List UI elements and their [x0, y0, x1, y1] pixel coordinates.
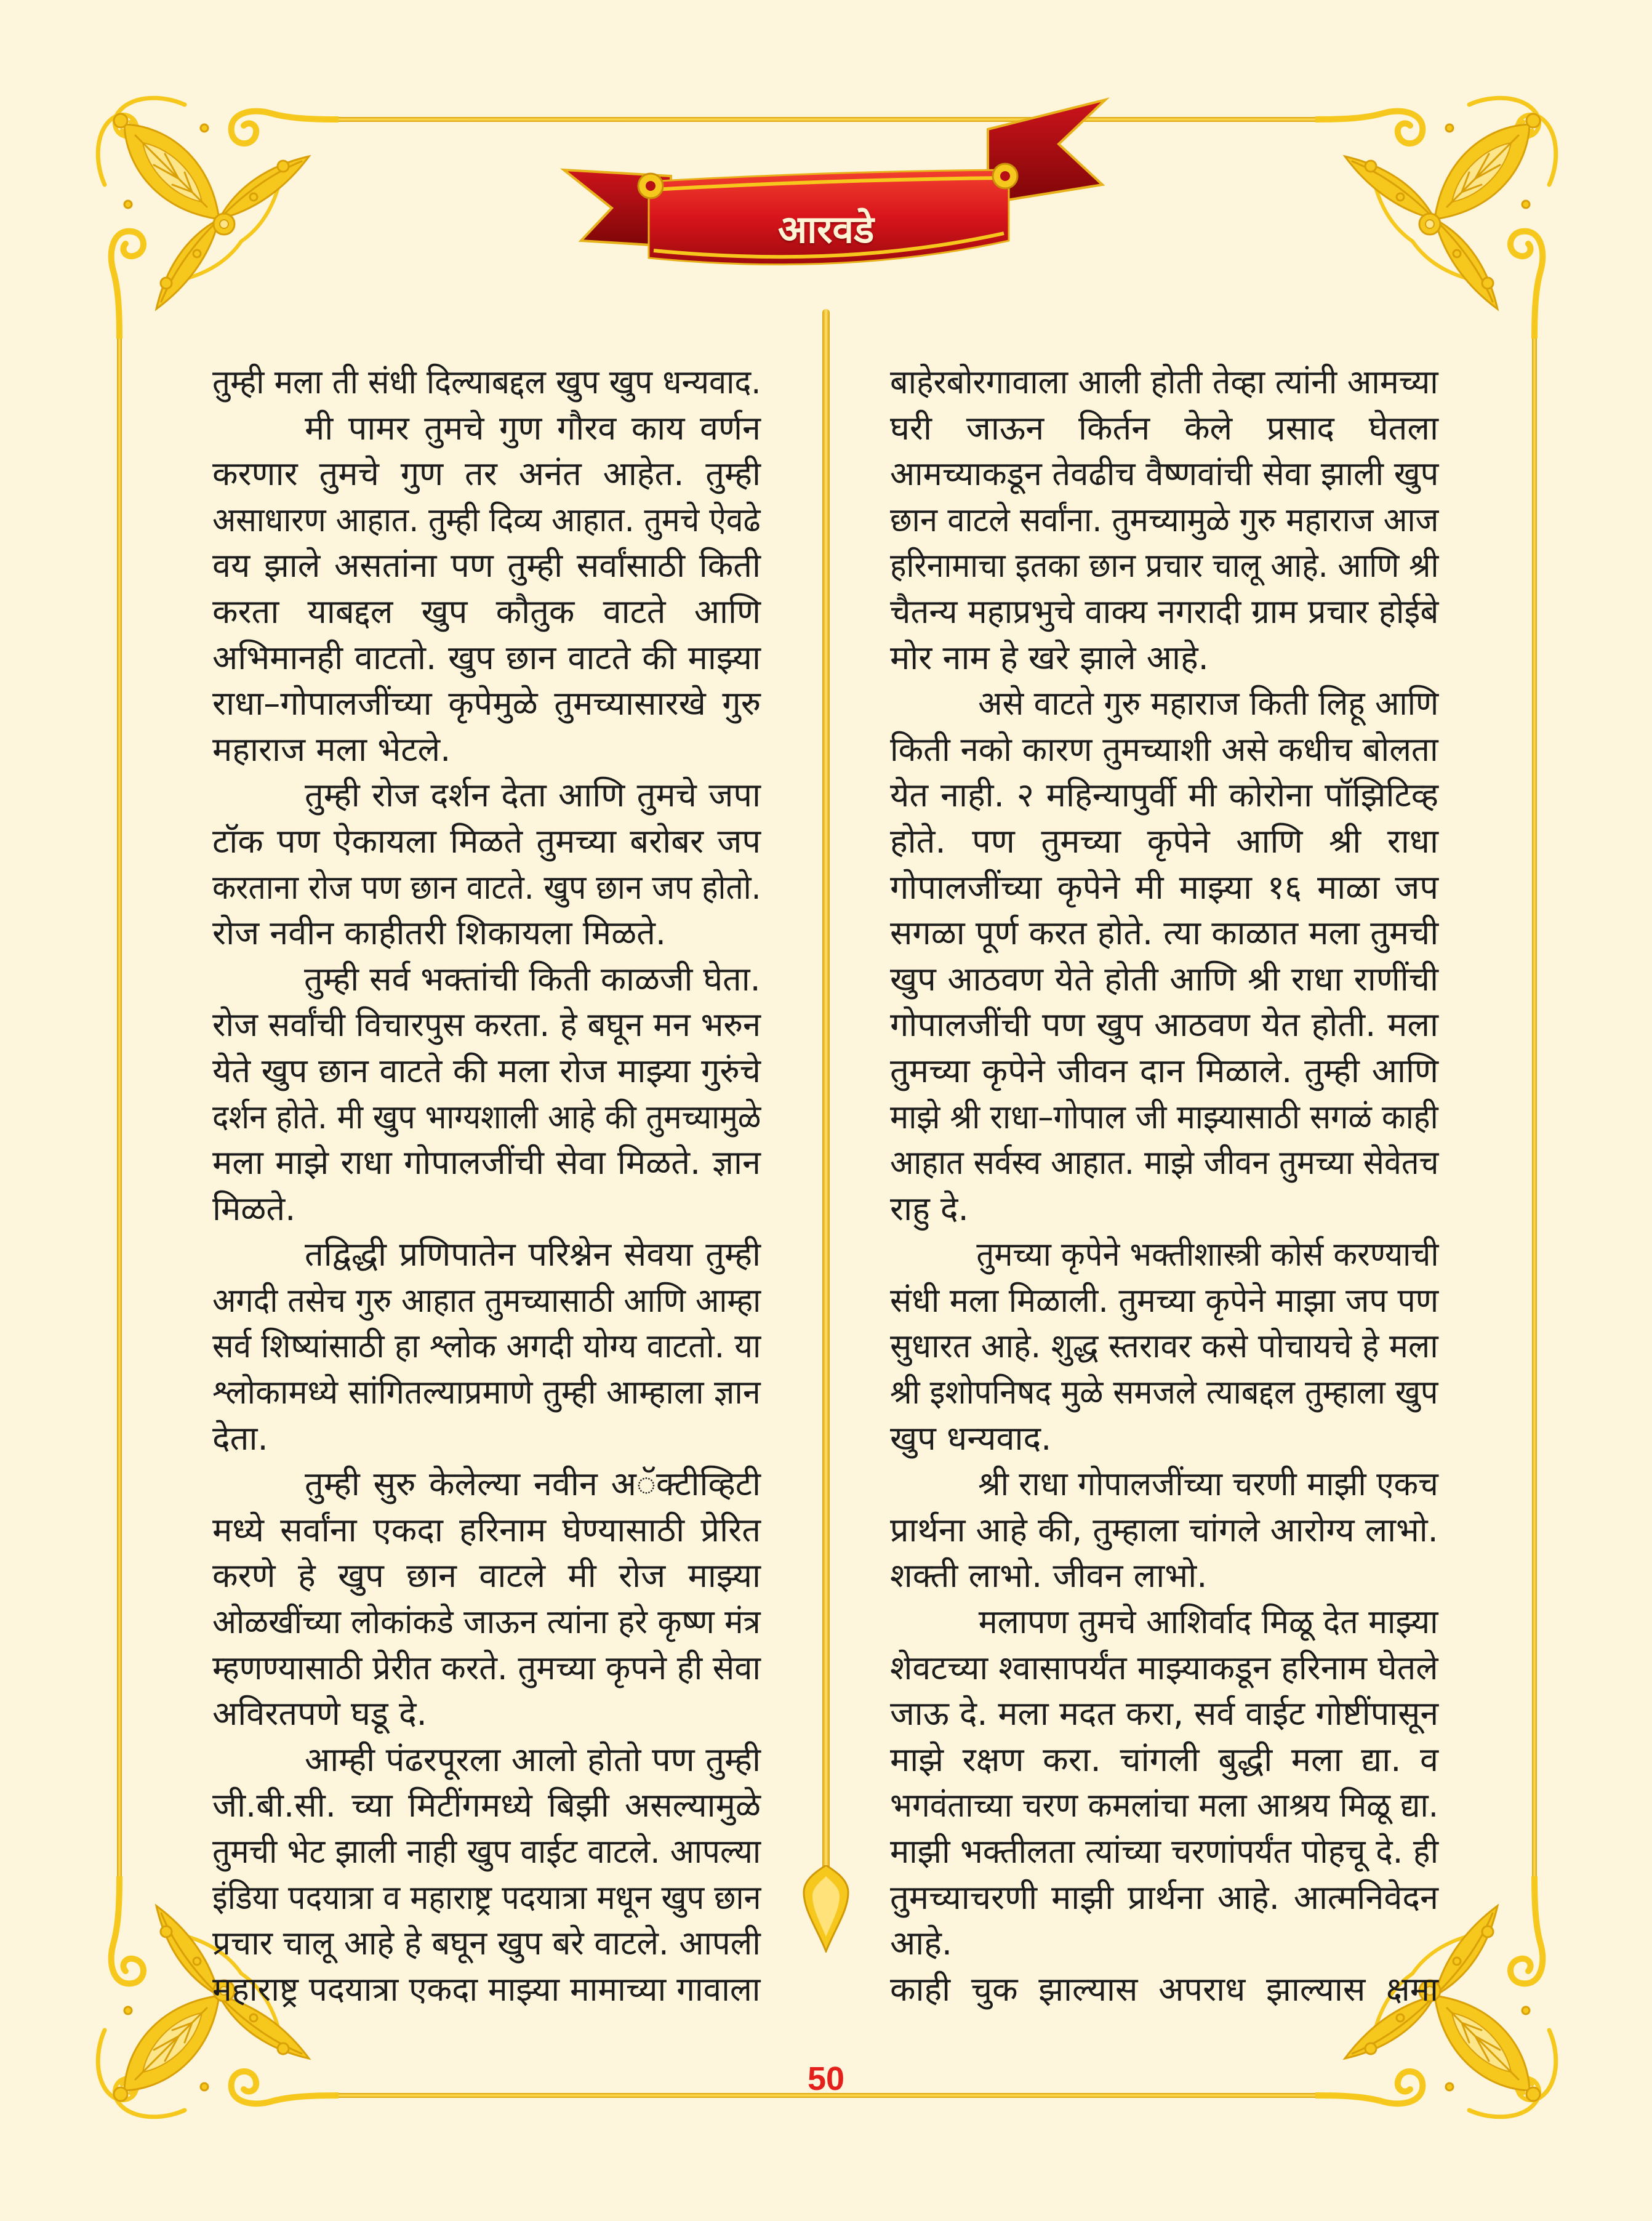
text-line: तुमच्या कृपेने जीवन दान मिळाले. तुम्ही आणि: [890, 1051, 1438, 1090]
text-line: घरी जाऊन किर्तन केले प्रसाद घेतला: [890, 408, 1438, 448]
text-line: तुम्ही मला ती संधी दिल्याबद्दल खुप खुप धन्यवाद.: [212, 363, 761, 401]
text-line: चैतन्य महाप्रभुचे वाक्य नगरादी ग्राम प्रचार होईबे: [890, 592, 1439, 631]
text-line: करताना रोज पण छान वाटते. खुप छान जप होतो.: [212, 867, 761, 907]
text-line: आहे.: [890, 1924, 953, 1963]
text-line: माझे श्री राधा–गोपाल जी माझ्यासाठी सगळं काही: [890, 1097, 1438, 1136]
text-line: असाधारण आहात. तुम्ही दिव्य आहात. तुमचे ऐवढे: [212, 500, 761, 539]
text-line: शेवटच्या श्वासापर्यंत माझ्याकडून हरिनाम घेतले: [890, 1648, 1438, 1687]
text-line: संधी मला मिळाली. तुमच्या कृपेने माझा जप पण: [890, 1280, 1439, 1320]
text-line: देता.: [212, 1418, 268, 1458]
paragraph: [212, 1232, 761, 1461]
right-column: [890, 359, 1438, 2012]
text-line: मलापण तुमचे आशिर्वाद मिळू देत माझ्या: [978, 1602, 1438, 1642]
text-line: मिळते.: [212, 1189, 296, 1228]
paragraph: [212, 957, 761, 1232]
text-line: राहु दे.: [890, 1189, 969, 1228]
text-line: माझे रक्षण करा. चांगली बुद्धी मला द्या. व: [890, 1740, 1438, 1779]
text-line: तद्विद्धी प्रणिपातेन परिश्नेन सेवया तुम्ही: [305, 1235, 761, 1274]
text-line: जाऊ दे. मला मदत करा, सर्व वाईट गोष्टींपासून: [890, 1694, 1439, 1733]
text-line: मोर नाम हे खरे झाले आहे.: [890, 638, 1209, 677]
paragraph: [212, 1461, 761, 1737]
text-line: तुमच्या कृपेने भक्तीशास्त्री कोर्स करण्याची: [976, 1235, 1439, 1274]
text-line: मला माझे राधा गोपालजींची सेवा मिळते. ज्ञान: [212, 1143, 761, 1183]
text-line: तुम्ही रोज दर्शन देता आणि तुमचे जपा: [305, 776, 761, 815]
paragraph: [890, 1232, 1438, 1461]
paragraph: [890, 681, 1438, 1232]
divider-drop-ornament: [801, 1865, 851, 1953]
text-line: आमच्याकडून तेवढीच वैष्णवांची सेवा झाली खुप: [890, 454, 1439, 494]
text-line: मध्ये सर्वांना एकदा हरिनाम घेण्यासाठी प्रेरित: [212, 1510, 761, 1549]
text-line: आहात सर्वस्व आहात. माझे जीवन तुमच्या सेवेतच: [890, 1143, 1439, 1183]
text-line: श्री राधा गोपालजींच्या चरणी माझी एकच: [978, 1464, 1438, 1504]
text-line: जी.बी.सी. च्या मिटींगमध्ये बिझी असल्यामुळे: [212, 1786, 761, 1825]
text-line: श्री इशोपनिषद मुळे समजले त्याबद्दल तुम्हाला खुप: [890, 1373, 1438, 1412]
paragraph: [890, 359, 1438, 681]
text-line: राधा–गोपालजींच्या कृपेमुळे तुमच्यासारखे गुरु: [212, 684, 761, 723]
text-line: करणार तुमचे गुण तर अनंत आहेत. तुम्ही: [212, 454, 761, 494]
text-line: रोज सर्वांची विचारपुस करता. हे बघून मन भरुन: [212, 1005, 761, 1045]
text-line: छान वाटले सर्वांना. तुमच्यामुळे गुरु महाराज आज: [890, 500, 1439, 539]
text-line: किती नको कारण तुमच्याशी असे कधीच बोलता: [890, 729, 1438, 769]
text-line: महाराज मला भेटले.: [212, 729, 451, 769]
text-line: तुमच्याचरणी माझी प्रार्थना आहे. आत्मनिवेदन: [890, 1878, 1438, 1917]
text-line: दर्शन होते. मी खुप भाग्यशाली आहे की तुमच्यामुळे: [212, 1097, 761, 1136]
text-line: खुप धन्यवाद.: [890, 1418, 1052, 1458]
section-title: आरवडे: [777, 207, 875, 252]
paragraph: [890, 1461, 1438, 1599]
text-line: प्रचार चालू आहे हे बघून खुप बरे वाटले. आपली: [212, 1924, 761, 1963]
page-number: 50: [807, 2060, 845, 2097]
text-line: अगदी तसेच गुरु आहात तुमच्यासाठी आणि आम्हा: [212, 1280, 761, 1320]
text-line: इंडिया पदयात्रा व महाराष्ट्र पदयात्रा मधून खुप छान: [212, 1878, 761, 1917]
text-line: अविरतपणे घडू दे.: [212, 1694, 427, 1733]
text-line: प्रार्थना आहे की, तुम्हाला चांगले आरोग्य लाभो.: [890, 1510, 1438, 1549]
border-left-line: [117, 335, 122, 1879]
text-line: टॉक पण ऐकायला मिळते तुमच्या बरोबर जप: [212, 821, 761, 861]
text-line: काही चुक झाल्यास अपराध झाल्यास क्षमा: [890, 1969, 1438, 2009]
text-line: तुम्ही सर्व भक्तांची किती काळजी घेता.: [303, 959, 761, 998]
text-line: श्लोकामध्ये सांगितल्याप्रमाणे तुम्ही आम्हाला ज्ञान: [212, 1373, 761, 1412]
text-line: होते. पण तुमच्या कृपेने आणि श्री राधा: [890, 821, 1438, 861]
text-line: म्हणण्यासाठी प्रेरीत करते. तुमच्या कृपने ही सेवा: [212, 1648, 761, 1687]
text-line: येत नाही. २ महिन्यापुर्वी मी कोरोना पॉझिटिव्ह: [890, 776, 1438, 815]
text-line: बाहेरबोरगावाला आली होती तेव्हा त्यांनी आमच्या: [890, 363, 1438, 401]
corner-ornament-top-right: [1315, 92, 1562, 339]
text-line: गोपालजींच्या कृपेने मी माझ्या १६ माळा जप: [890, 867, 1438, 907]
paragraph: [212, 1737, 761, 2013]
corner-ornament-top-left: [92, 92, 339, 339]
paragraph: [212, 359, 761, 406]
text-line: आम्ही पंढरपूरला आलो होतो पण तुम्ही: [305, 1740, 761, 1779]
text-line: तुमची भेट झाली नाही खुप वाईट वाटले. आपल्या: [212, 1832, 761, 1871]
text-line: रोज नवीन काहीतरी शिकायला मिळते.: [212, 914, 667, 953]
text-line: गोपालजींची पण खुप आठवण येत होती. मला: [890, 1005, 1438, 1045]
ribbon-banner: [554, 92, 1145, 289]
text-line: असे वाटते गुरु महाराज किती लिहू आणि: [978, 684, 1439, 723]
text-line: सुधारत आहे. शुद्ध स्तरावर कसे पोचायचे हे मला: [890, 1327, 1438, 1366]
paragraph: [890, 1967, 1438, 2013]
text-line: सर्व शिष्यांसाठी हा श्लोक अगदी योग्य वाटतो. या: [212, 1327, 761, 1366]
border-right-line: [1532, 335, 1537, 1879]
text-line: ओळखींच्या लोकांकडे जाऊन त्यांना हरे कृष्ण मंत्र: [212, 1602, 761, 1642]
text-line: अभिमानही वाटतो. खुप छान वाटते की माझ्या: [212, 638, 761, 677]
paragraph: [212, 406, 761, 773]
column-divider: [822, 309, 830, 1873]
text-line: वय झाले असतांना पण तुम्ही सर्वांसाठी किती: [212, 546, 761, 585]
text-line: येते खुप छान वाटते की मला रोज माझ्या गुरुंचे: [212, 1051, 761, 1090]
text-line: शक्ती लाभो. जीवन लाभो.: [890, 1556, 1208, 1596]
text-line: तुम्ही सुरु केलेल्या नवीन अॅक्टीव्हिटी: [305, 1464, 761, 1504]
left-column: [212, 359, 761, 2012]
text-line: करता याबद्दल खुप कौतुक वाटते आणि: [212, 592, 761, 631]
text-line: करणे हे खुप छान वाटले मी रोज माझ्या: [212, 1556, 761, 1596]
text-line: हरिनामाचा इतका छान प्रचार चालू आहे. आणि श्री: [890, 546, 1439, 585]
text-line: महाराष्ट्र पदयात्रा एकदा माझ्या मामाच्या गावाला: [212, 1969, 761, 2009]
text-line: माझी भक्तीलता त्यांच्या चरणांपर्यंत पोहचू दे. ही: [890, 1832, 1439, 1871]
paragraph: [890, 1599, 1438, 1967]
paragraph: [212, 773, 761, 956]
text-line: खुप आठवण येते होती आणि श्री राधा राणींची: [890, 959, 1438, 998]
text-line: सगळा पूर्ण करत होते. त्या काळात मला तुमची: [890, 914, 1439, 953]
text-line: मी पामर तुमचे गुण गौरव काय वर्णन: [305, 408, 761, 448]
text-line: भगवंताच्या चरण कमलांचा मला आश्रय मिळू द्या.: [890, 1786, 1439, 1825]
